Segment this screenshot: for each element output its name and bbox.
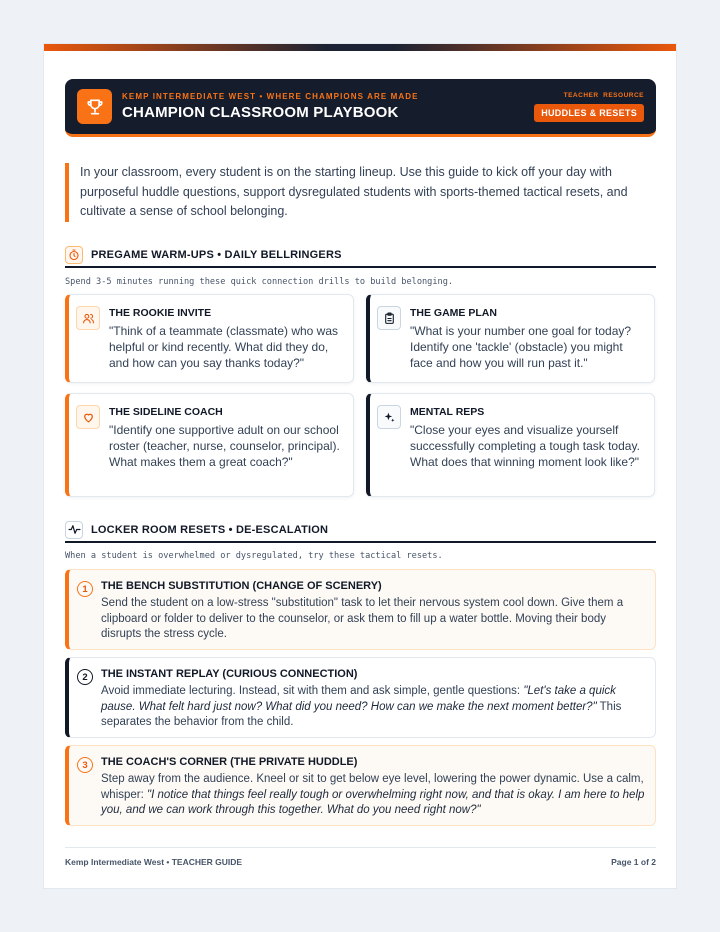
- warmup-card-mental-reps: [366, 393, 655, 497]
- pulse-icon: [65, 521, 83, 539]
- resets-section-header: [65, 518, 656, 543]
- warmups-section-header: [65, 243, 656, 268]
- card-body: "What is your number one goal for today? Identify one 'tackle' (obstacle) you might face and how you will run past it.": [410, 324, 632, 370]
- users-icon: [76, 306, 100, 330]
- resource-badge: HUDDLES & RESETS: [534, 104, 644, 122]
- step-number: 2: [77, 669, 93, 685]
- reset-title: THE BENCH SUBSTITUTION (CHANGE OF SCENERY): [101, 580, 382, 592]
- card-title: THE GAME PLAN: [410, 307, 497, 319]
- header-kicker: KEMP INTERMEDIATE WEST • WHERE CHAMPIONS ARE MADE: [122, 92, 419, 101]
- card-body: "Close your eyes and visualize yourself successfully completing a tough task today. What does that winning moment look like?": [410, 423, 640, 469]
- card-body: "Identify one supportive adult on our school roster (teacher, nurse, counselor, principal). What makes them a great coach?": [109, 423, 340, 469]
- clipboard-icon: [377, 306, 401, 330]
- card-body: "Think of a teammate (classmate) who was helpful or kind recently. What did they do, and how can you say thanks today?": [109, 324, 339, 370]
- intro-paragraph: In your classroom, every student is on the starting lineup. Use this guide to kick off your day with purposeful huddle questions, support dysregulated students with sports-themed tactical resets, and cultivate a sense of school belonging.: [65, 163, 655, 222]
- reset-item-bench-substitution: [65, 569, 656, 650]
- card-title: MENTAL REPS: [410, 406, 485, 418]
- stopwatch-icon: [65, 246, 83, 264]
- heart-icon: [76, 405, 100, 429]
- top-accent-bar: [44, 44, 676, 51]
- warmups-section-title: PREGAME WARM-UPS • DAILY BELLRINGERS: [91, 248, 342, 261]
- reset-title: THE COACH'S CORNER (THE PRIVATE HUDDLE): [101, 756, 358, 768]
- resets-section-subtitle: When a student is overwhelmed or dysregulated, try these tactical resets.: [65, 551, 443, 561]
- resets-section-title: LOCKER ROOM RESETS • DE-ESCALATION: [91, 523, 329, 536]
- trophy-icon: [77, 89, 112, 124]
- resource-label: TEACHER RESOURCE: [563, 91, 644, 99]
- warmup-card-rookie-invite: [65, 294, 354, 383]
- card-title: THE SIDELINE COACH: [109, 406, 223, 418]
- step-number: 3: [77, 757, 93, 773]
- reset-item-instant-replay: [65, 657, 656, 738]
- footer-left: Kemp Intermediate West • TEACHER GUIDE: [65, 857, 243, 867]
- page-footer: [65, 847, 656, 867]
- reset-title: THE INSTANT REPLAY (CURIOUS CONNECTION): [101, 668, 358, 680]
- page-title: CHAMPION CLASSROOM PLAYBOOK: [122, 104, 399, 121]
- reset-item-coachs-corner: [65, 745, 656, 826]
- reset-body: Avoid immediate lecturing. Instead, sit with them and ask simple, gentle questions: "Let's take a quick pause. What felt hard just now? What did you need? How can we make the next moment better?" This separates the behavior from the child.: [101, 685, 622, 728]
- page: [43, 43, 677, 889]
- warmup-card-sideline-coach: [65, 393, 354, 497]
- header-banner: [65, 79, 656, 137]
- step-number: 1: [77, 581, 93, 597]
- card-title: THE ROOKIE INVITE: [109, 307, 212, 319]
- page-number: Page 1 of 2: [611, 857, 656, 867]
- warmup-card-game-plan: [366, 294, 655, 383]
- reset-body: Step away from the audience. Kneel or sit to get below eye level, lowering the power dynamic. Use a calm, whisper: "I notice that things feel really tough or overwhelming right now, and that is okay. I am here to help you, and we can work through this together. What do you need right now?": [101, 773, 645, 816]
- warmups-section-subtitle: Spend 3-5 minutes running these quick connection drills to build belonging.: [65, 277, 454, 287]
- reset-body: Send the student on a low-stress "substitution" task to let their nervous system cool down. Give them a clipboard or folder to deliver to the counselor, or ask them to fill up a water bottle. Moving their body disrupts the stress cycle.: [101, 597, 624, 640]
- sparkles-icon: [377, 405, 401, 429]
